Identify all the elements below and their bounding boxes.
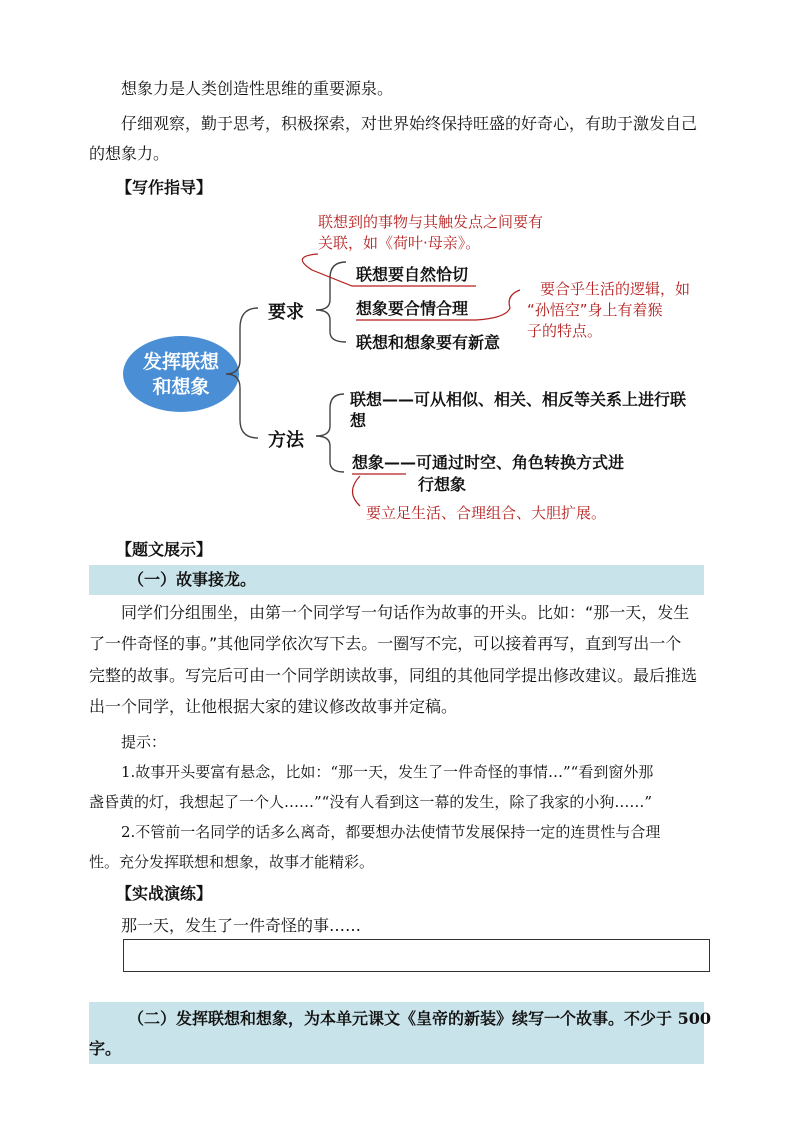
requirement-1: 联想要自然恰切 <box>356 265 469 284</box>
note-3-pointer <box>352 474 406 506</box>
branch-require-label: 要求 <box>268 302 304 323</box>
task1-para-line2: 了一件奇怪的事。”其他同学依次写下去。一圈写不完，可以接着再写，直到写出一个 <box>89 634 682 653</box>
task2-line2: 字。 <box>89 1039 122 1058</box>
branch-method-label: 方法 <box>268 430 304 451</box>
intro-line-2b: 的想象力。 <box>89 144 170 163</box>
note-1-line1: 联想到的事物与其触发点之间要有 <box>318 213 544 231</box>
mindmap-main-brace <box>226 308 258 438</box>
task1-para-line4: 出一个同学，让他根据大家的建议修改故事并定稿。 <box>89 697 458 716</box>
method-1-line1: 联想——可从相似、相关、相反等关系上进行联 <box>350 390 687 409</box>
mindmap-center-node <box>123 336 239 412</box>
mindmap <box>0 200 794 570</box>
tip-line3: 2.不管前一名同学的话多么离奇，都要想办法使情节发展保持一定的连贯性与合理 <box>121 823 661 841</box>
mindmap-center-line2: 和想象 <box>152 376 210 398</box>
note-2-line2: “孙悟空”身上有着猴 <box>527 301 663 319</box>
method-1-line2: 想 <box>350 411 367 430</box>
task1-para-line1: 同学们分组围坐，由第一个同学写一句话作为故事的开头。比如：“那一天，发生 <box>121 603 690 622</box>
requirement-2: 想象要合情合理 <box>356 299 469 318</box>
tip-line2: 盏昏黄的灯，我想起了一个人……”“没有人看到这一幕的发生，除了我家的小狗……” <box>89 793 653 811</box>
practice-heading: 【实战演练】 <box>116 884 213 903</box>
intro-line-2a: 仔细观察，勤于思考，积极探索，对世界始终保持旺盛的好奇心，有助于激发自己 <box>121 114 698 133</box>
requirement-3: 联想和想象要有新意 <box>356 333 501 352</box>
task1-title: （一）故事接龙。 <box>128 570 257 589</box>
writing-guide-heading: 【写作指导】 <box>116 178 213 197</box>
task2-line1: （二）发挥联想和想象，为本单元课文《皇帝的新装》续写一个故事。不少于 500 <box>128 1009 711 1028</box>
task1-para-line3: 完整的故事。写完后可由一个同学朗读故事，同组的其他同学提出修改建议。最后推选 <box>89 666 698 685</box>
show-heading: 【题文展示】 <box>116 540 213 559</box>
note-2-line3: 子的特点。 <box>527 322 603 340</box>
method-2-line2: 行想象 <box>418 475 467 494</box>
tip-line1: 1.故事开头要富有悬念，比如：“那一天，发生了一件奇怪的事情…”“看到窗外那 <box>121 763 654 781</box>
method-brace <box>316 394 344 472</box>
note-3: 要立足生活、合理组合、大胆扩展。 <box>366 504 607 522</box>
practice-prompt: 那一天，发生了一件奇怪的事…… <box>121 916 362 935</box>
note-1-line2: 关联，如《荷叶·母亲》。 <box>318 234 481 252</box>
mindmap-center-line1: 发挥联想 <box>142 351 220 373</box>
method-2-line1: 想象——可通过时空、角色转换方式进 <box>352 453 625 472</box>
tip-label: 提示： <box>121 733 167 751</box>
tip-line4: 性。充分发挥联想和想象，故事才能精彩。 <box>89 853 375 871</box>
answer-box[interactable] <box>123 939 710 972</box>
note-2-line1: 要合乎生活的逻辑，如 <box>540 280 691 298</box>
intro-line-1: 想象力是人类创造性思维的重要源泉。 <box>121 79 394 98</box>
